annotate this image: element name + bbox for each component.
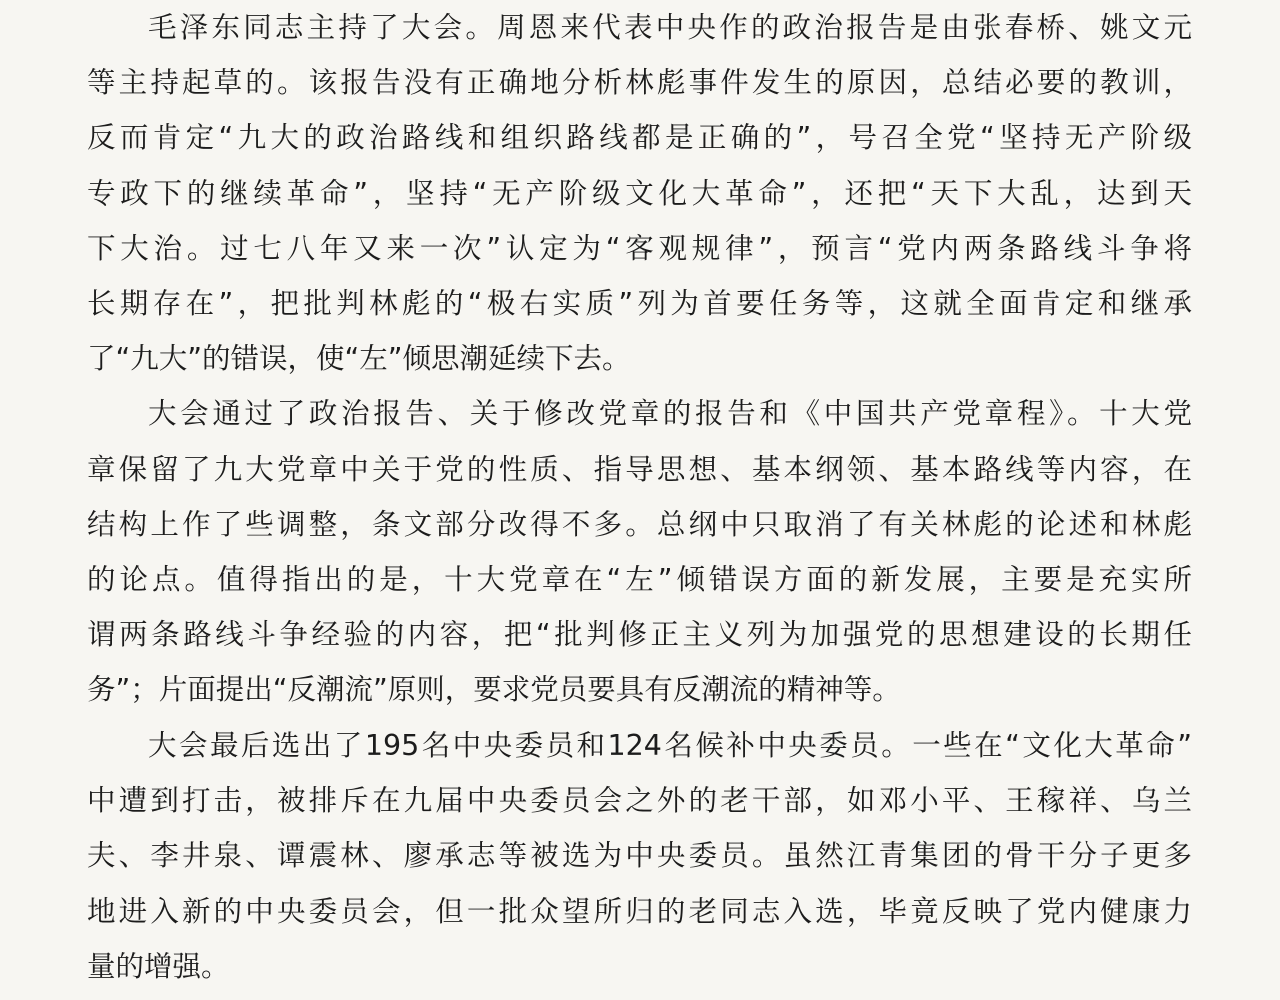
text-line: 的论点。值得指出的是，十大党章在“左”倾错误方面的新发展，主要是充实所 [87, 563, 1192, 596]
text-line: 大会通过了政治报告、关于修改党章的报告和《中国共产党章程》。十大党 [148, 397, 1192, 430]
text-line: 量的增强。 [87, 950, 230, 983]
text-line: 毛泽东同志主持了大会。周恩来代表中央作的政治报告是由张春桥、姚文元 [148, 11, 1192, 44]
text-line: 地进入新的中央委员会，但一批众望所归的老同志入选，毕竟反映了党内健康力 [87, 895, 1192, 928]
text-line: 长期存在”，把批判林彪的“极右实质”列为首要任务等，这就全面肯定和继承 [87, 287, 1192, 320]
text-line: 夫、李井泉、谭震林、廖承志等被选为中央委员。虽然江青集团的骨干分子更多 [87, 839, 1192, 872]
text-line: 了“九大”的错误，使“左”倾思潮延续下去。 [87, 342, 631, 375]
text-line: 中遭到打击，被排斥在九届中央委员会之外的老干部，如邓小平、王稼祥、乌兰 [87, 784, 1192, 817]
text-line: 谓两条路线斗争经验的内容，把“批判修正主义列为加强党的思想建设的长期任 [87, 618, 1192, 651]
text-line: 结构上作了些调整，条文部分改得不多。总纲中只取消了有关林彪的论述和林彪 [87, 508, 1192, 541]
text-line: 下大治。过七八年又来一次”认定为“客观规律”，预言“党内两条路线斗争将 [87, 232, 1192, 265]
text-line: 等主持起草的。该报告没有正确地分析林彪事件发生的原因，总结必要的教训， [87, 66, 1192, 99]
text-line: 务”；片面提出“反潮流”原则，要求党员要具有反潮流的精神等。 [87, 673, 901, 706]
text-line: 反而肯定“九大的政治路线和组织路线都是正确的”，号召全党“坚持无产阶级 [87, 121, 1192, 154]
text-line: 大会最后选出了195名中央委员和124名候补中央委员。一些在“文化大革命” [148, 729, 1192, 762]
text-line: 章保留了九大党章中关于党的性质、指导思想、基本纲领、基本路线等内容，在 [87, 453, 1192, 486]
text-line: 专政下的继续革命”，坚持“无产阶级文化大革命”，还把“天下大乱，达到天 [87, 177, 1192, 210]
